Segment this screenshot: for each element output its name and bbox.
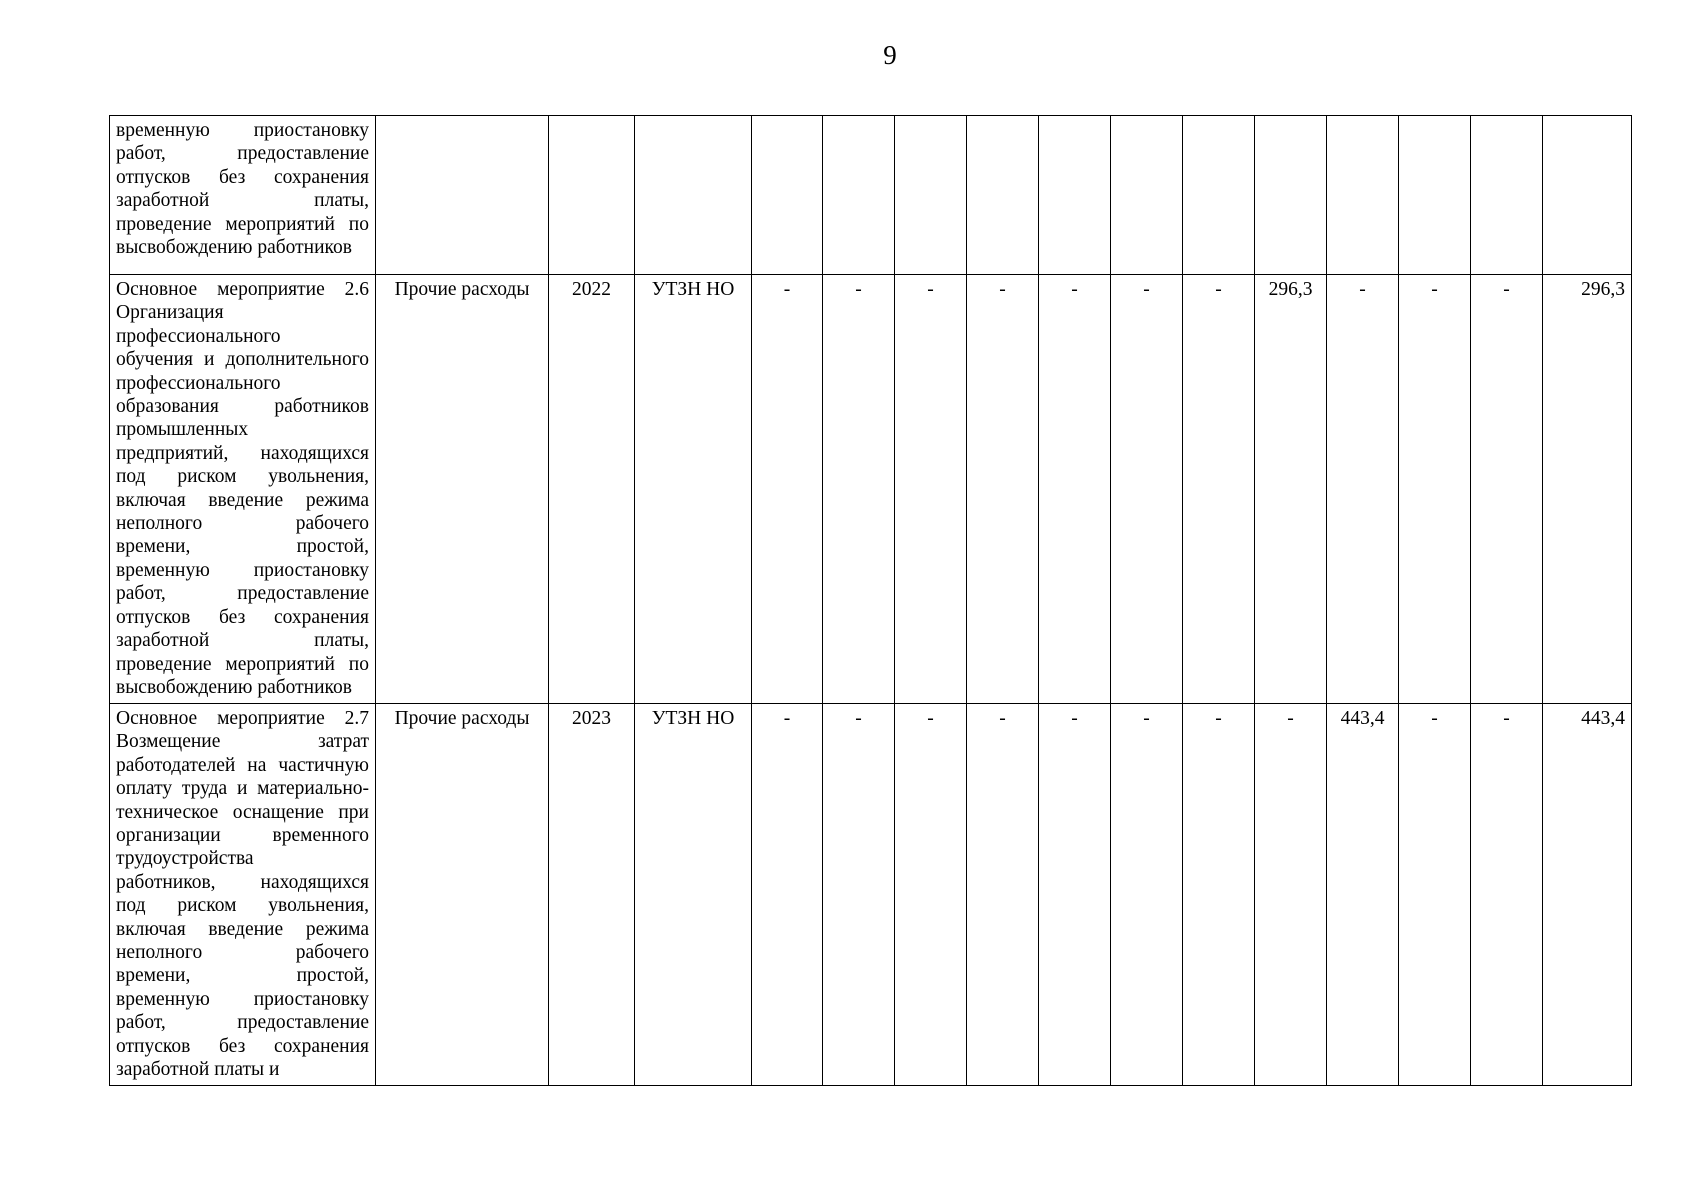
description-line: времени, простой, — [116, 536, 369, 558]
value-cell — [1039, 116, 1111, 275]
description-line: под риском увольнения, — [116, 895, 369, 917]
value-cell: - — [752, 704, 823, 1086]
description-line: включая введение режима — [116, 489, 369, 511]
description-line: высвобождению работников — [116, 676, 352, 698]
total-cell: 296,3 — [1543, 275, 1632, 704]
description-line: отпусков без сохранения — [116, 606, 369, 628]
description-line: временную приостановку — [116, 120, 369, 141]
value-cell: - — [752, 275, 823, 704]
page-number: 9 — [883, 40, 897, 70]
value-cell: - — [1039, 704, 1111, 1086]
table-row — [110, 116, 1632, 275]
value-cell — [1399, 116, 1471, 275]
value-cell: - — [895, 704, 967, 1086]
value-cell — [1111, 116, 1183, 275]
value-cell — [823, 116, 895, 275]
year-cell: 2023 — [549, 704, 635, 1086]
table-row — [110, 275, 1632, 704]
description-line: работ, предоставление — [116, 1012, 369, 1034]
value-cell — [1183, 116, 1255, 275]
cost-type-cell — [376, 116, 549, 275]
description-line: обучения и дополнительного — [116, 349, 369, 371]
value-cell: - — [1399, 275, 1471, 704]
year-cell: 2022 — [549, 275, 635, 704]
value-cell — [967, 116, 1039, 275]
description-line: времени, простой, — [116, 965, 369, 987]
value-cell: - — [1255, 704, 1327, 1086]
description-line: включая введение режима — [116, 918, 369, 940]
description-line: отпусков без сохранения — [116, 166, 369, 188]
description-line: высвобождению работников — [116, 237, 352, 259]
value-cell — [752, 116, 823, 275]
value-cell: - — [1399, 704, 1471, 1086]
description-line: отпусков без сохранения — [116, 1035, 369, 1057]
measure-description-cell — [110, 704, 376, 1086]
value-cell: - — [895, 275, 967, 704]
description-line: временную приостановку — [116, 559, 369, 581]
description-line: под риском увольнения, — [116, 466, 369, 488]
value-cell: - — [1471, 704, 1543, 1086]
description-line: образования работников — [116, 396, 369, 418]
value-cell — [1327, 116, 1399, 275]
value-cell: - — [823, 704, 895, 1086]
description-line: профессионального — [116, 325, 281, 347]
measure-description-cell — [110, 275, 376, 704]
description-line: работ, предоставление — [116, 583, 369, 605]
description-line: техническое оснащение при — [116, 801, 369, 823]
value-cell — [1255, 116, 1327, 275]
value-cell: - — [1183, 704, 1255, 1086]
description-line: временную приостановку — [116, 988, 369, 1010]
description-line: неполного рабочего — [116, 942, 369, 964]
value-cell: - — [967, 704, 1039, 1086]
description-line: Основное мероприятие 2.6 — [116, 279, 369, 300]
value-cell — [895, 116, 967, 275]
description-line: работодателей на частичную — [116, 754, 369, 776]
executor-cell — [635, 116, 752, 275]
executor-cell: УТЗН НО — [635, 275, 752, 704]
value-cell: - — [1039, 275, 1111, 704]
value-cell — [1471, 116, 1543, 275]
description-line: трудоустройства — [116, 848, 254, 870]
budget-table — [109, 115, 1632, 1086]
description-line: проведение мероприятий по — [116, 653, 369, 675]
value-cell: - — [823, 275, 895, 704]
description-line: заработной платы, — [116, 190, 369, 212]
description-line: Возмещение затрат — [116, 731, 369, 753]
value-cell: - — [1111, 275, 1183, 704]
value-cell: - — [1471, 275, 1543, 704]
measure-description-cell — [110, 116, 376, 275]
value-cell: - — [1183, 275, 1255, 704]
value-cell: - — [967, 275, 1039, 704]
description-line: работников, находящихся — [116, 871, 369, 893]
description-line: Организация — [116, 302, 224, 324]
value-cell: 296,3 — [1255, 275, 1327, 704]
description-line: профессионального — [116, 372, 281, 394]
cost-type-cell: Прочие расходы — [376, 275, 549, 704]
cost-type-cell: Прочие расходы — [376, 704, 549, 1086]
description-line: организации временного — [116, 825, 369, 847]
value-cell: 443,4 — [1327, 704, 1399, 1086]
description-line: Основное мероприятие 2.7 — [116, 708, 369, 729]
value-cell: - — [1327, 275, 1399, 704]
description-line: неполного рабочего — [116, 513, 369, 535]
description-line: заработной платы и — [116, 1059, 280, 1081]
executor-cell: УТЗН НО — [635, 704, 752, 1086]
description-line: оплату труда и материально- — [116, 778, 369, 800]
value-cell: - — [1111, 704, 1183, 1086]
description-line: предприятий, находящихся — [116, 442, 369, 464]
description-line: заработной платы, — [116, 630, 369, 652]
total-cell — [1543, 116, 1632, 275]
description-line: работ, предоставление — [116, 143, 369, 165]
description-line: проведение мероприятий по — [116, 213, 369, 235]
table-row — [110, 704, 1632, 1086]
description-line: промышленных — [116, 419, 249, 441]
year-cell — [549, 116, 635, 275]
total-cell: 443,4 — [1543, 704, 1632, 1086]
